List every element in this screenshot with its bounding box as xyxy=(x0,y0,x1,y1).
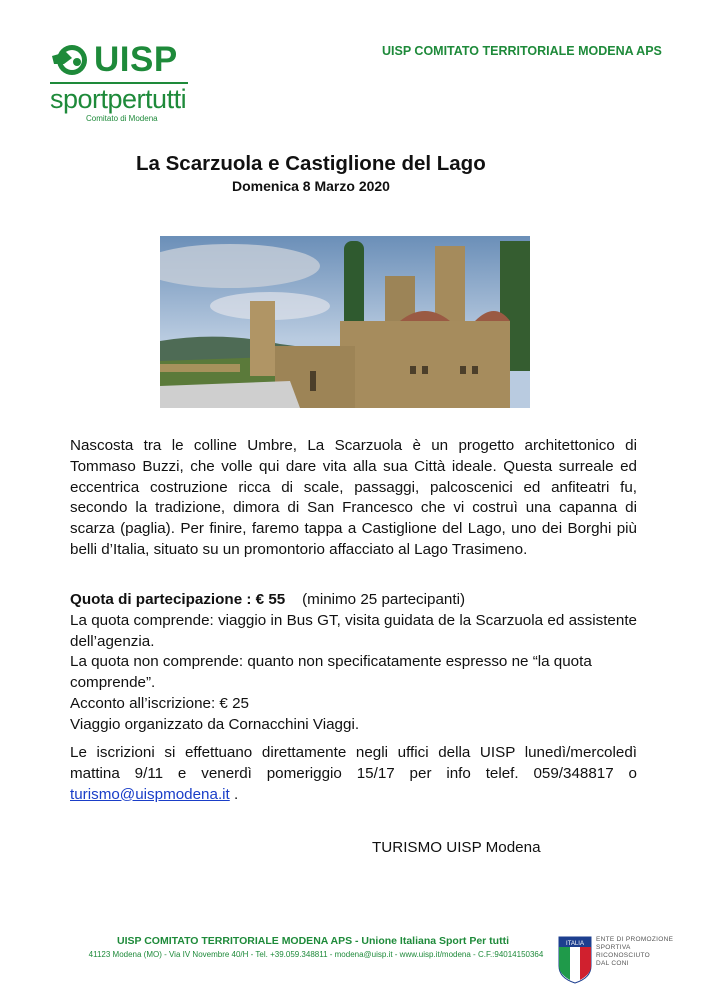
organizer-text: Viaggio organizzato da Cornacchini Viaggi. xyxy=(70,715,360,733)
email-link[interactable]: turismo@uispmodena.it xyxy=(70,785,230,803)
uisp-logo xyxy=(48,40,198,125)
event-date: Domenica 8 Marzo 2020 xyxy=(232,178,390,194)
event-description: Nascosta tra le colline Umbre, La Scarzuola è un progetto architettonico di Tommaso Buzzi, che volle qui dare vita alla sua Città ideale. Questa surreale ed eccentrica costruzione ricca di scale, passaggi, palcoscenici ed anfiteatri fu, secondo la tradizione, dimora di San Francesco che vi costruì una capanna di scarza (paglia). Per finire, faremo tappa a Castiglione del Lago, uno dei Borghi più belli d’Italia, situato su un promontorio affacciato al Lago Trasimeno. xyxy=(70,437,637,558)
header-org-name: UISP COMITATO TERRITORIALE MODENA APS xyxy=(382,44,662,58)
quota-label: Quota di partecipazione : € 55 xyxy=(70,591,286,608)
page-title: La Scarzuola e Castiglione del Lago xyxy=(136,152,486,175)
deposit-text: Acconto all’iscrizione: € 25 xyxy=(70,694,249,712)
footer-contact-line: 41123 Modena (MO) - Via IV Novembre 40/H - Tel. +39.059.348811 - modena@uisp.it - www.uisp.it/modena - C.F.:94014150364 xyxy=(88,950,544,959)
quota-note: (minimo 25 partecipanti) xyxy=(302,591,466,608)
coni-text xyxy=(596,936,673,968)
footer-org-line: UISP COMITATO TERRITORIALE MODENA APS - Unione Italiana Sport Per tutti xyxy=(116,935,510,947)
quota-line xyxy=(70,590,637,611)
registration-trailing: . xyxy=(229,785,239,803)
logo-tagline: sportpertutti xyxy=(50,84,187,114)
italia-shield-icon xyxy=(558,936,592,984)
signature: TURISMO UISP Modena xyxy=(372,839,541,856)
coni-line-2: SPORTIVA xyxy=(596,944,631,951)
logo-uisp-text: UISP xyxy=(94,40,178,79)
logo-subtitle: Comitato di Modena xyxy=(86,114,158,123)
shield-label: ITALIA xyxy=(566,941,584,947)
coni-line-3: RICONOSCIUTO xyxy=(596,952,651,959)
registration-text: Le iscrizioni si effettuano direttamente negli uffici della UISP lunedì/mercoledì mattina 9/11 e venerdì pomeriggio 15/17 per info telef. 059/348817 o xyxy=(70,744,637,782)
coni-line-1: ENTE DI PROMOZIONE xyxy=(596,936,674,943)
scarzuola-photo xyxy=(160,236,530,408)
registration-info xyxy=(70,743,637,805)
coni-line-4: DAL CONI xyxy=(596,960,629,967)
includes-text: La quota comprende: viaggio in Bus GT, visita guidata de la Scarzuola ed assistente dell’agenzia. xyxy=(70,611,637,650)
pricing-section xyxy=(70,590,637,736)
uisp-emblem-icon xyxy=(50,42,88,78)
coni-badge xyxy=(558,936,688,986)
excludes-text: La quota non comprende: quanto non specificatamente espresso ne “la quota comprende”. xyxy=(70,653,592,692)
